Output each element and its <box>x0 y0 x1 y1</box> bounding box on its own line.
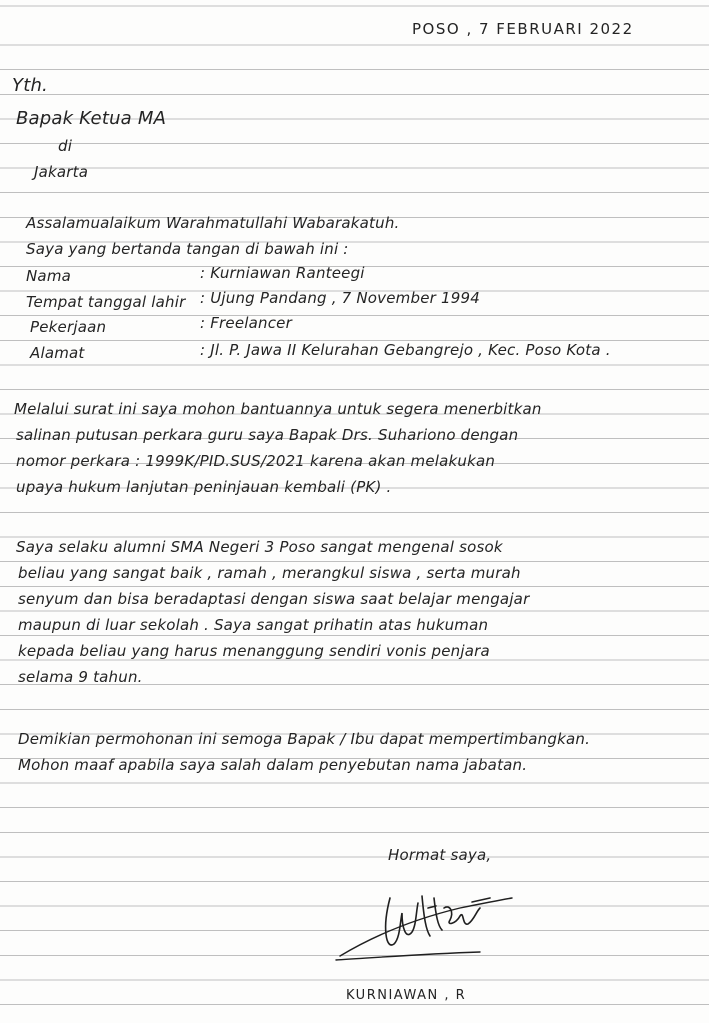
field-label-nama: Nama <box>26 267 72 285</box>
address-di: di <box>58 137 73 155</box>
intro-line: Saya yang bertanda tangan di bawah ini : <box>26 240 349 258</box>
paragraph1-line: Melalui surat ini saya mohon bantuannya untuk segera menerbitkan <box>14 400 542 418</box>
paragraph1-line: salinan putusan perkara guru saya Bapak Drs. Suhariono dengan <box>16 426 519 444</box>
paragraph2-line: maupun di luar sekolah . Saya sangat prihatin atas hukuman <box>18 616 489 634</box>
field-label-pekerjaan: Pekerjaan <box>30 318 107 336</box>
greeting: Assalamualaikum Warahmatullahi Wabarakatuh. <box>26 214 400 232</box>
paragraph2-line: kepada beliau yang harus menanggung sendiri vonis penjara <box>18 642 490 660</box>
paragraph2-line: beliau yang sangat baik , ramah , merangkul siswa , serta murah <box>18 564 521 582</box>
paragraph2-line: senyum dan bisa beradaptasi dengan siswa saat belajar mengajar <box>18 590 530 608</box>
paragraph1-line: upaya hukum lanjutan peninjauan kembali (PK) . <box>16 478 392 496</box>
field-value-nama: : Kurniawan Ranteegi <box>200 264 365 282</box>
field-label-alamat: Alamat <box>30 344 85 362</box>
signer-name: KURNIAWAN , R <box>346 988 467 1003</box>
date-line: POSO , 7 FEBRUARI 2022 <box>412 20 634 38</box>
field-value-ttl: : Ujung Pandang , 7 November 1994 <box>200 289 480 307</box>
paragraph1-line: nomor perkara : 1999K/PID.SUS/2021 karena akan melakukan <box>16 452 496 470</box>
paragraph2-line: selama 9 tahun. <box>18 668 143 686</box>
address-recipient: Bapak Ketua MA <box>16 108 167 129</box>
field-label-ttl: Tempat tanggal lahir <box>26 293 186 311</box>
closing-line: Hormat saya, <box>388 846 492 864</box>
paragraph3-line: Mohon maaf apabila saya salah dalam penyebutan nama jabatan. <box>18 756 528 774</box>
paragraph3-line: Demikian permohonan ini semoga Bapak / Ibu dapat mempertimbangkan. <box>18 730 591 748</box>
signature <box>330 868 520 978</box>
field-value-pekerjaan: : Freelancer <box>200 314 292 332</box>
address-city: Jakarta <box>34 163 89 181</box>
address-yth: Yth. <box>12 75 48 96</box>
field-value-alamat: : Jl. P. Jawa II Kelurahan Gebangrejo , Kec. Poso Kota . <box>200 341 611 359</box>
paragraph2-line: Saya selaku alumni SMA Negeri 3 Poso sangat mengenal sosok <box>16 538 503 556</box>
